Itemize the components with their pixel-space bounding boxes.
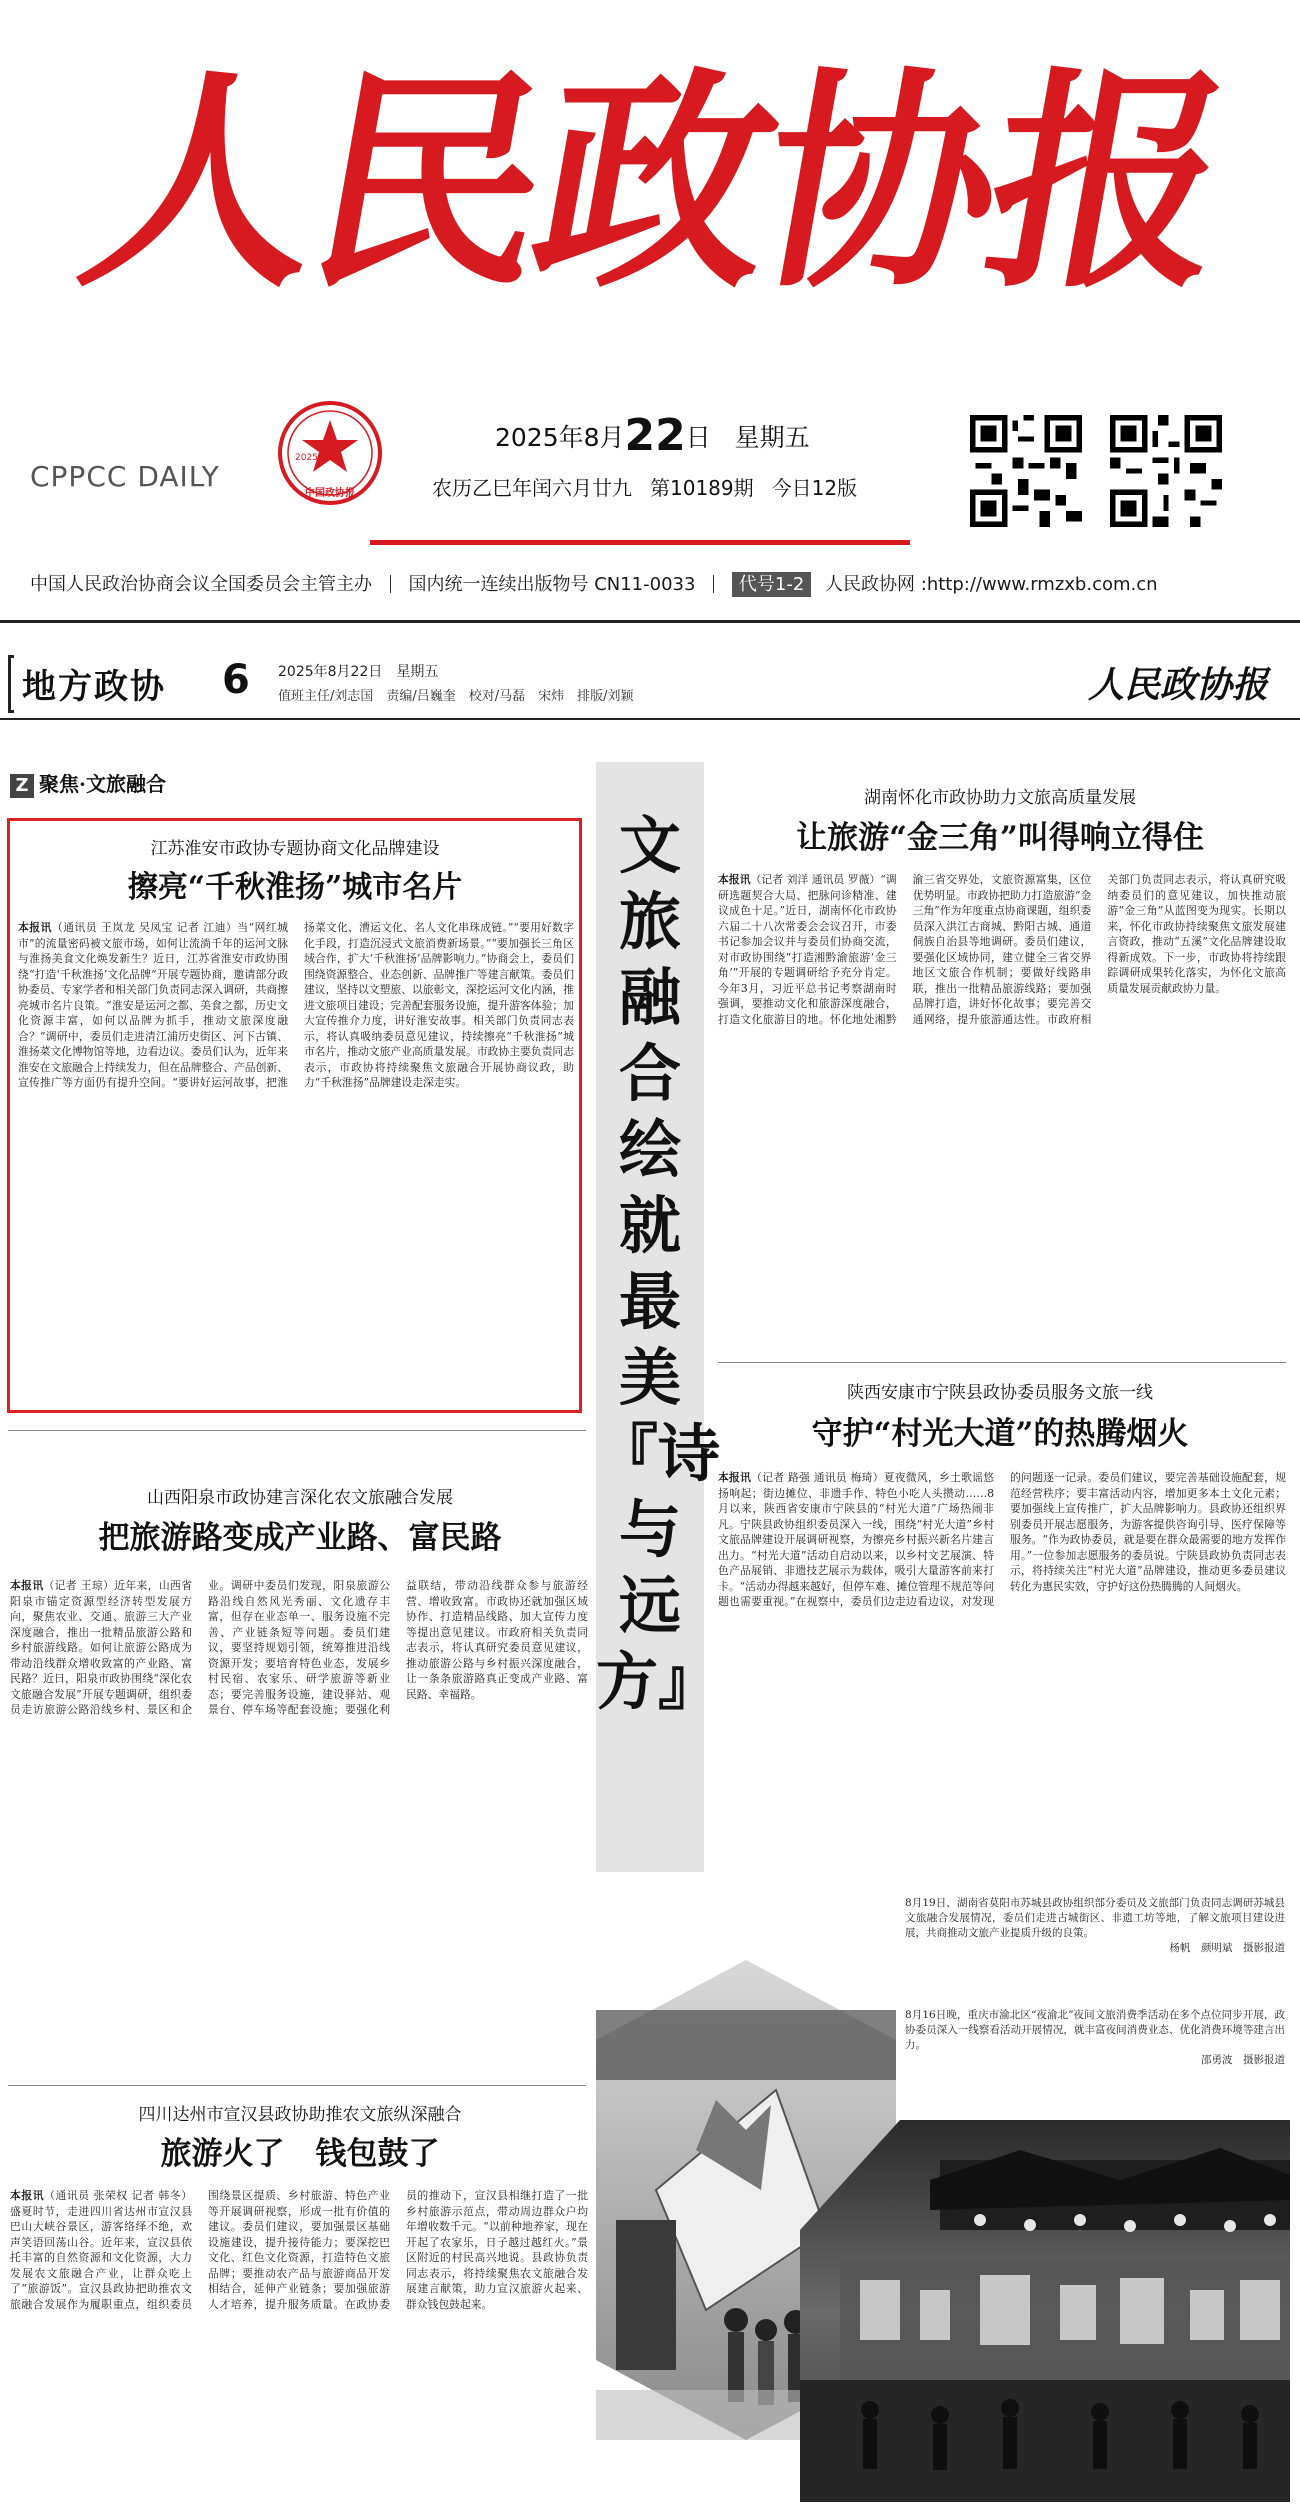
emblem-text: 中国政协报: [305, 488, 355, 499]
article-body: 本报讯（通讯员 张荣权 记者 韩冬）盛夏时节，走进四川省达州市宣汉县巴山大峡谷景区，游客络绎不绝，欢声笑语回荡山谷。近年来，宣汉县依托丰富的自然资源和文化资源，大力发展农文旅融合产业，让群众吃上了“旅游饭”。宣汉县政协把助推农文旅融合发展作为履职重点，组织委员围绕景区提质、乡村旅游、特色产业等开展调研视察，形成一批有价值的建议。委员们建议，要加强景区基础设施建设，提升接待能力；要深挖巴文化、红色文化资源，打造特色文旅品牌；要推动农产品与旅游商品开发相结合，延伸产业链条；要加强旅游人才培养，提升服务质量。在政协委员的推动下，宣汉县相继打造了一批乡村旅游示范点，带动周边群众户均年增收数千元。“以前种地养家，现在开起了农家乐，日子越过越红火。”景区附近的村民高兴地说。县政协负责同志表示，将持续聚焦农文旅融合发展建言献策，助力宣汉旅游火起来、群众钱包鼓起来。: [10, 2189, 588, 2311]
masthead-divider: [0, 620, 1300, 623]
article-divider: [8, 1430, 586, 1431]
qr-code-icon[interactable]: [970, 415, 1082, 527]
article-headline[interactable]: 擦亮“千秋淮扬”城市名片: [127, 870, 463, 905]
page-count: 今日12版: [771, 476, 858, 500]
date-label: 2025年8月: [495, 423, 625, 452]
article-lead: 本报讯: [18, 921, 52, 934]
page-date: 2025年8月22日 星期五: [278, 664, 439, 680]
lunar-date: 农历乙巳年闰六月廿九: [432, 476, 632, 500]
photo-credit: 杨帆 颜明斌 摄影报道: [1169, 1942, 1285, 1954]
masthead-info-bar: [30, 570, 1270, 600]
cn-number: 国内统一连续出版物号 CN11-0033: [408, 574, 696, 595]
article-kicker: 江苏淮安市政协专题协商文化品牌建设: [150, 839, 440, 859]
photo-credit: 邵勇波 摄影报道: [1201, 2054, 1285, 2066]
sponsor-text: 中国人民政治协商会议全国委员会主管主办: [30, 574, 372, 595]
article-divider: [8, 2085, 586, 2086]
column-tag-icon: Z: [10, 774, 34, 798]
article-headline[interactable]: 守护“村光大道”的热腾烟火: [811, 1416, 1189, 1452]
article-headline[interactable]: 把旅游路变成产业路、富民路: [98, 1520, 502, 1556]
date-day: 22: [624, 410, 686, 461]
postal-code-badge: 代号1-2: [732, 572, 811, 597]
article-kicker: 山西阳泉市政协建言深化农文旅融合发展: [147, 1488, 453, 1508]
masthead-red-rule: [370, 540, 910, 545]
date-unit: 日: [685, 423, 711, 452]
emblem-year: 2025: [295, 453, 318, 463]
article-headline[interactable]: 旅游火了 钱包鼓了: [160, 2136, 440, 2172]
issue-number: 第10189期: [650, 476, 754, 500]
article-body: 本报讯（记者 刘洋 通讯员 罗薇）“调研选题契合大局、把脉问诊精准、建议成色十足。”近日，湖南怀化市政协六届二十八次常委会会议召开，市委书记参加会议并与委员们协商交流，对市政协围绕“打造湘黔渝旅游‘金三角’”开展的专题调研给予充分肯定。今年3月，习近平总书记考察湖南时强调，要推动文化和旅游深度融合，打造文化旅游目的地。怀化地处湘黔渝三省交界处，文旅资源富集，区位优势明显。市政协把助力打造旅游“金三角”作为年度重点协商课题，组织委员深入洪江古商城、黔阳古城、通道侗族自治县等地调研。委员们建议，要强化区域协同，建立健全三省交界地区文旅合作机制；要做好线路串联，推出一批精品旅游线路；要加强品牌打造，讲好怀化故事；要完善交通网络，提升旅游通达性。市政府相关部门负责同志表示，将认真研究吸纳委员们的意见建议，加快推动旅游“金三角”从蓝图变为现实。长期以来，怀化市政协持续聚焦文旅发展建言资政，推动“五溪”文化品牌建设取得新成效。下一步，市政协将持续跟踪调研成果转化落实，为怀化文旅高质量发展贡献政协力量。: [718, 873, 1286, 1026]
weekday: 星期五: [734, 423, 810, 452]
article-kicker: 湖南怀化市政协助力文旅高质量发展: [864, 788, 1136, 808]
article-lead: 本报讯: [718, 873, 751, 886]
article-lead: 本报讯: [718, 1471, 752, 1484]
masthead-title: 人民政协报: [64, 46, 1243, 319]
news-photo-night-street: [800, 2120, 1290, 2502]
article-kicker: 陕西安康市宁陕县政协委员服务文旅一线: [847, 1383, 1153, 1403]
issue-date: [495, 410, 810, 461]
page-number: 6: [222, 657, 250, 703]
article-lead: 本报讯: [10, 2189, 45, 2202]
photo-caption: 8月19日，湖南省莫阳市苏城县政协组织部分委员及文旅部门负责同志调研苏城县文旅融合发展情况，委员们走进古城街区、非遗工坊等地，了解文旅项目建设进展，共商推动文旅产业提质升级的良策。 杨帆 颜明斌 摄影报道: [905, 1897, 1285, 1954]
issue-info: [432, 472, 875, 501]
article-body: 本报讯（记者 王琼）近年来，山西省阳泉市锚定资源型经济转型发展方向，聚焦农业、交通、旅游三大产业深度融合，推出一批精品旅游公路和乡村旅游线路。如何让旅游公路成为带动沿线群众增收致富的产业路、富民路？近日，阳泉市政协围绕“深化农文旅融合发展”开展专题调研，组织委员走访旅游公路沿线乡村、景区和企业。调研中委员们发现，阳泉旅游公路沿线自然风光秀丽、文化遗存丰富，但存在业态单一、服务设施不完善、产业链条短等问题。委员们建议，要坚持规划引领，统筹推进沿线资源开发；要培育特色业态，发展乡村民宿、农家乐、研学旅游等新业态；要完善服务设施，建设驿站、观景台、停车场等配套设施；要强化利益联结，带动沿线群众参与旅游经营、增收致富。市政协还就加强区域协作、打造精品线路、加大宣传力度等提出意见建议。市政府相关负责同志表示，将认真研究委员意见建议，推动旅游公路与乡村振兴深度融合，让一条条旅游路真正变成产业路、富民路、幸福路。: [10, 1579, 588, 1716]
website-link[interactable]: 人民政协网 :http://www.rmzxb.com.cn: [825, 574, 1158, 595]
page-header-rule: [0, 718, 1300, 720]
feature-banner: [596, 762, 721, 1872]
section-name: 地方政协: [22, 667, 166, 707]
article-headline[interactable]: 让旅游“金三角”叫得响立得住: [796, 820, 1204, 856]
article-body: 本报讯（记者 路强 通讯员 梅琦）夏夜微风，乡土歌谣悠扬响起；街边摊位、非遗手作、特色小吃人头攒动……8月以来，陕西省安康市宁陕县的“村光大道”广场热闹非凡。宁陕县政协组织委员深入一线，围绕“村光大道”乡村文旅品牌建设开展调研视察，为擦亮乡村振兴新名片建言出力。“村光大道”活动自启动以来，以乡村文艺展演、特色产品展销、非遗技艺展示为载体，吸引大量游客前来打卡。“活动办得越来越好，但停车难、摊位管理不规范等问题也需要重视。”在视察中，委员们边走边看边议，对发现的问题逐一记录。委员们建议，要完善基础设施配套，规范经营秩序；要丰富活动内容，增加更多本土文化元素；要加强线上宣传推广，扩大品牌影响力。县政协还组织界别委员开展志愿服务，为游客提供咨询引导、医疗保障等服务。“作为政协委员，就是要在群众最需要的地方发挥作用。”一位参加志愿服务的委员说。宁陕县政协负责同志表示，将持续关注“村光大道”品牌建设，推动更多委员建议转化为惠民实效，守护好这份热腾腾的人间烟火。: [718, 1471, 1286, 1608]
paper-name-logo: 人民政协报: [1087, 664, 1268, 706]
cppcc-emblem-logo: [275, 398, 385, 508]
banner-title: 文旅融合绘就最美『诗与远方』: [596, 809, 721, 1718]
article-body: 本报讯（通讯员 王岚龙 吴凤宝 记者 江迪）当“网红城市”的流量密码被文旅市场，如何让流淌千年的运河文脉与淮扬美食文化焕发新生？近日，江苏省淮安市政协围绕“打造‘千秋淮扬’文化品牌”开展专题协商，邀请部分政协委员、专家学者和相关部门负责同志深入调研，共商擦亮城市名片良策。“淮安是运河之都、美食之都，历史文化资源丰富，如何以品牌为抓手，推动文旅深度融合？”调研中，委员们走进清江浦历史街区、河下古镇、淮扬菜文化博物馆等地，边看边议。委员们认为，近年来淮安在文旅融合上持续发力，但在品牌整合、产品创新、宣传推广等方面仍有提升空间。“要讲好运河故事，把淮扬菜文化、漕运文化、名人文化串珠成链。”“要用好数字化手段，打造沉浸式文旅消费新场景。”“要加强长三角区域合作，扩大‘千秋淮扬’品牌影响力。”协商会上，委员们围绕资源整合、业态创新、品牌推广等建言献策。委员们建议，坚持以文塑旅、以旅彰文，深挖运河文化内涵，推进文旅项目建设；完善配套服务设施，提升游客体验；加大宣传推介力度，讲好淮安故事。相关部门负责同志表示，将认真吸纳委员意见建议，持续擦亮“千秋淮扬”城市名片，推动文旅产业高质量发展。市政协主要负责同志表示，市政协将持续聚焦文旅融合开展协商议政，助力“千秋淮扬”品牌建设走深走实。: [18, 921, 574, 1089]
article-lead: 本报讯: [10, 1579, 44, 1592]
column-tag-label: 聚焦·文旅融合: [39, 772, 166, 796]
qr-code-icon[interactable]: [1110, 415, 1222, 527]
article-kicker: 四川达州市宣汉县政协助推农文旅纵深融合: [138, 2105, 462, 2125]
column-tag: [10, 768, 166, 798]
masthead-english-name: CPPCC DAILY: [30, 460, 220, 493]
page-editors: 值班主任/刘志国 责编/吕巍奎 校对/马磊 宋炜 排版/刘颖: [278, 689, 634, 704]
photo-caption: 8月16日晚，重庆市渝北区“夜渝北”夜间文旅消费季活动在多个点位同步开展，政协委员深入一线察看活动开展情况，就丰富夜间消费业态、优化消费环境等建言出力。 邵勇波 摄影报道: [905, 2009, 1285, 2066]
article-divider: [718, 1362, 1286, 1363]
page-header: [0, 655, 1300, 715]
header-bracket: [8, 655, 14, 713]
